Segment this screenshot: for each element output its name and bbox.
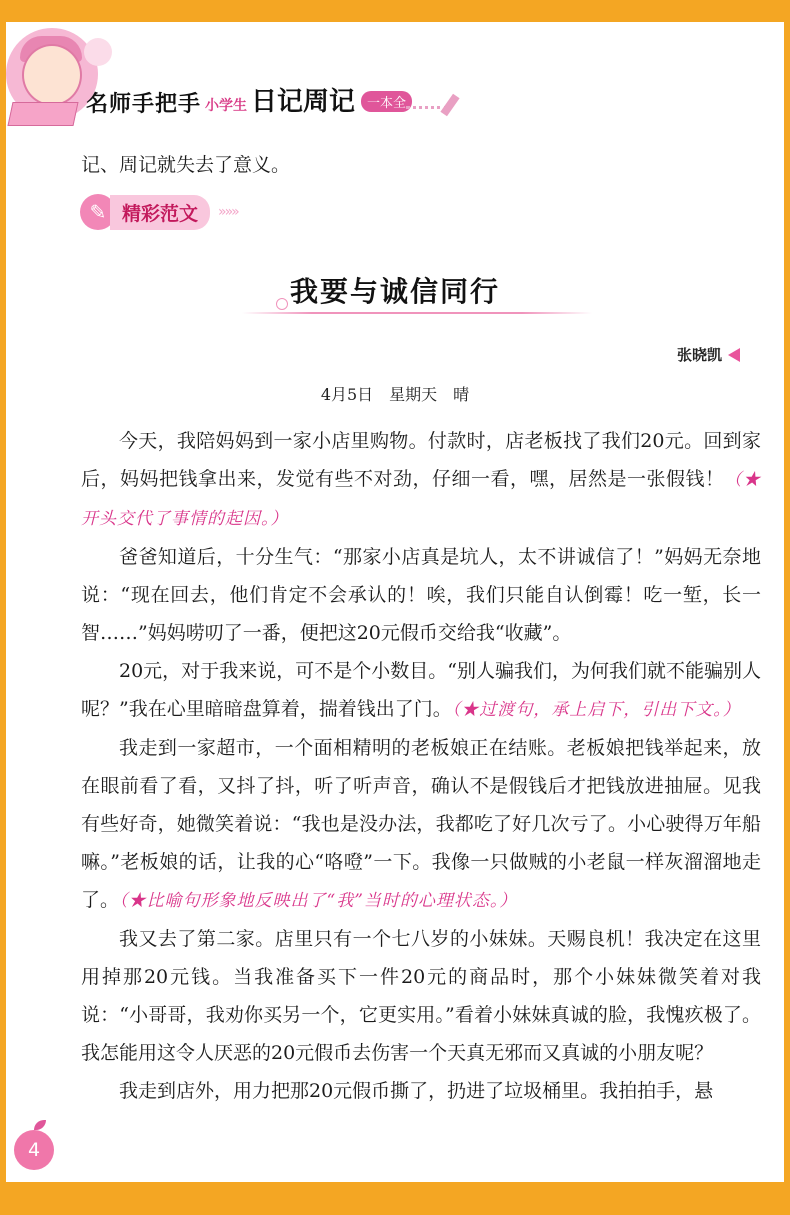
annotation-note: （★比喻句形象地反映出了“我”当时的心理状态。） xyxy=(119,891,518,911)
paragraph-text: 20元，对于我来说，可不是个小数目。“别人骗我们，为何我们就不能骗别人呢？”我在心里暗暗盘算着，揣着钱出了门。 xyxy=(81,660,761,720)
apple-leaf-icon xyxy=(34,1120,46,1130)
chevron-right-icon: »»» xyxy=(218,204,238,220)
header-decoration-dot xyxy=(84,38,112,66)
section-label: 精彩范文 xyxy=(110,195,210,230)
author-name: 张晓凯 xyxy=(676,346,722,364)
paragraph xyxy=(81,729,761,920)
paragraph-text: 我走到店外，用力把那20元假币撕了，扔进了垃圾桶里。我拍拍手，悬 xyxy=(119,1080,714,1102)
series-title-badge: 一本全 xyxy=(361,91,412,112)
annotation-note: （★开头交代了事情的起因。） xyxy=(81,470,761,529)
annotation-note: （★过渡句，承上启下，引出下文。） xyxy=(451,700,741,720)
paragraph xyxy=(81,652,761,729)
section-heading xyxy=(80,192,238,232)
series-title-small: 小学生 xyxy=(205,98,248,114)
pencil-note-icon: ✎ xyxy=(80,194,116,230)
paragraph-text: 我走到一家超市，一个面相精明的老板娘正在结账。老板娘把钱举起来，放在眼前看了看，又抖了抖，听了听声音，确认不是假钱后才把钱放进抽屉。见我有些好奇，她微笑着说：“我也是没办法，我都吃了好几次亏了。小心驶得万年船嘛。”老板娘的话，让我的心“咯噔”一下。我像一只做贼的小老鼠一样灰溜溜地走了。 xyxy=(81,737,761,911)
book-series-title xyxy=(86,78,412,118)
series-title-big: 日记周记 xyxy=(251,87,356,117)
book-illustration xyxy=(7,102,78,126)
book-page xyxy=(6,22,784,1182)
continued-text-line: 记、周记就失去了意义。 xyxy=(81,154,291,176)
paragraph xyxy=(81,538,761,652)
article-body xyxy=(81,422,761,1110)
paragraph-text: 爸爸知道后，十分生气：“那家小店真是坑人，太不讲诚信了！”妈妈无奈地说：“现在回去，他们肯定不会承认的！唉，我们只能自认倒霉！吃一堑，长一智……”妈妈唠叨了一番，便把这20元假币交给我“收藏”。 xyxy=(81,546,761,644)
page-number: 4 xyxy=(14,1130,54,1170)
triangle-left-icon xyxy=(728,348,740,362)
paragraph xyxy=(81,1072,761,1110)
diary-date-line: 4月5日 星期天 晴 xyxy=(320,385,470,404)
paragraph-text: 我又去了第二家。店里只有一个七八岁的小妹妹。天赐良机！我决定在这里用掉那20元钱。当我准备买下一件20元的商品时，那个小妹妹微笑着对我说：“小哥哥，我劝你买另一个，它更实用。”看着小妹妹真诚的脸，我愧疚极了。我怎能用这令人厌恶的20元假币去伤害一个天真无邪而又真诚的小朋友呢？ xyxy=(81,928,761,1064)
page-header xyxy=(6,22,784,140)
title-underline xyxy=(242,312,592,314)
paragraph-text: 今天，我陪妈妈到一家小店里购物。付款时，店老板找了我们20元。回到家后，妈妈把钱拿出来，发觉有些不对劲，仔细一看，嘿，居然是一张假钱！ xyxy=(81,430,761,490)
title-decoration-dot xyxy=(276,298,288,310)
child-face-illustration xyxy=(22,44,82,106)
pencil-icon xyxy=(440,94,459,117)
paragraph xyxy=(81,920,761,1072)
article-author xyxy=(677,344,740,365)
series-title-main: 名师手把手 xyxy=(86,92,202,117)
paragraph xyxy=(81,422,761,538)
article-title: 我要与诚信同行 xyxy=(289,275,500,308)
